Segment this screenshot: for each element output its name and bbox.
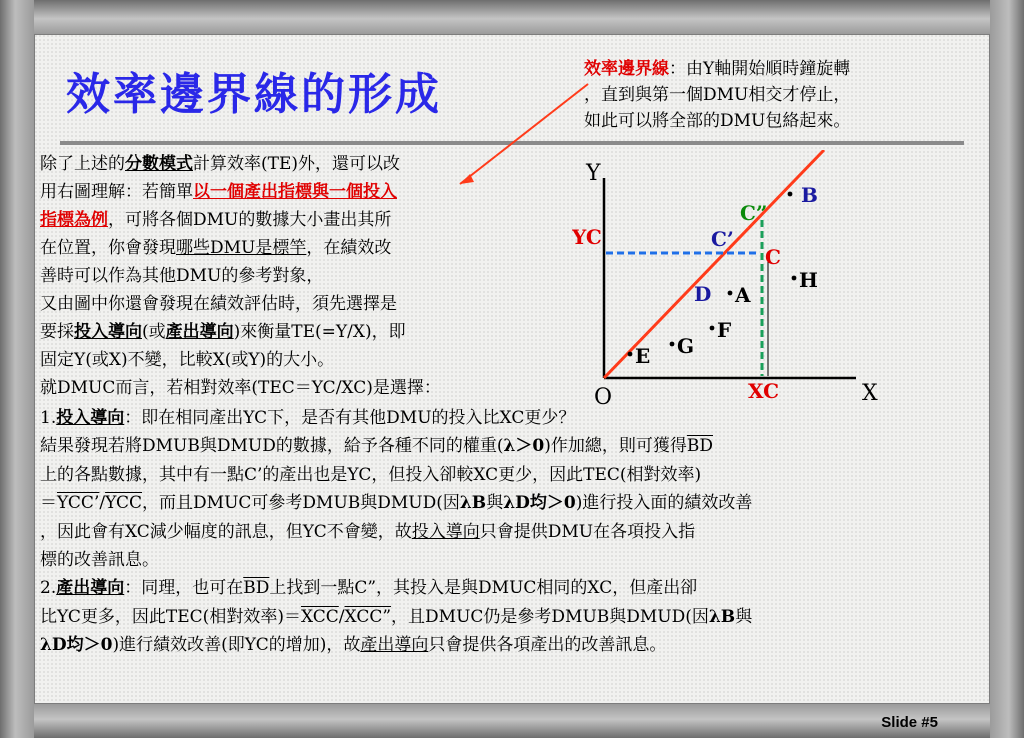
text: 與: [735, 606, 753, 627]
text: 1.: [40, 408, 57, 428]
lambda-b: λB: [708, 606, 736, 627]
text: 計算效率(TE)外，還可以改: [193, 154, 401, 174]
text: 在位置，你會發現: [40, 238, 176, 258]
text: 用右圖理解：若簡單: [40, 182, 193, 202]
text: )來衡量TE(=Y/X)，即: [233, 322, 406, 342]
text: 固定Y(或X)不變，比較X(或Y)的大小。: [40, 350, 335, 370]
yc-label: YC: [572, 225, 602, 249]
text: 除了上述的: [40, 154, 125, 174]
term-output-oriented: 產出導向: [56, 578, 125, 599]
text: 上找到一點C”，其投入是與DMUC相同的XC，但產出卻: [269, 578, 698, 599]
annotation-line1: ：由Y軸開始順時鐘旋轉: [669, 59, 851, 79]
annotation-line2: ，直到與第一個DMU相交才停止，: [584, 85, 851, 105]
text: )進行績效改善(即YC的增加)，: [112, 635, 344, 656]
term-single-io: 以一個產出指標與一個投入: [193, 182, 397, 202]
text: 只會提供DMU在各項投入指: [479, 521, 696, 542]
text: 善時可以作為其他DMU的參考對象，: [40, 266, 324, 286]
point-dot-1: [728, 291, 733, 296]
lambda-b: λB: [459, 493, 487, 514]
annotation-line3: 如此可以將全部的DMU包絡起來。: [584, 111, 851, 131]
text: ，且DMUC仍是參考DMUB與DMUD(因: [391, 606, 709, 627]
y-axis-label: Y: [586, 161, 601, 186]
point-label-6: D: [694, 282, 712, 306]
text: ：即在相同產出YC下，是否有其他DMU的投入比XC更少？: [124, 408, 576, 428]
text: ：同理，也可在: [124, 578, 244, 599]
point-label-4: G: [677, 334, 695, 358]
term-fractional-model: 分數模式: [125, 154, 193, 174]
segment-xcc-dprime: XCC”: [344, 606, 392, 627]
term-input-oriented: 投入導向: [74, 322, 142, 342]
segment-bd: $\overline{BD}$: [243, 578, 270, 599]
segment-xcc: $\overline{XCC}$: [300, 606, 339, 627]
term-output-oriented: 產出導向: [165, 322, 234, 342]
point-dot-2: [792, 276, 797, 281]
explanation-text: [40, 404, 980, 660]
lambda-d: λD: [40, 635, 67, 656]
text: 2.: [40, 578, 57, 599]
text: /: [99, 493, 106, 514]
text: ，因此會有XC減少幅度的訊息，但YC不會變，故: [40, 521, 412, 542]
text: 故: [343, 635, 361, 656]
term-benchmark: 哪些DMU是標竿: [176, 238, 307, 258]
term-example: 指標為例: [40, 210, 108, 230]
text: ＝: [40, 493, 57, 514]
text: 就DMUC而言，若相對效率(TEC＝YC/XC)是選擇：: [40, 378, 441, 398]
point-dot-5: [628, 352, 633, 357]
lambda-condition: 均＞0: [66, 635, 113, 656]
point-label-8: C’: [711, 227, 734, 251]
text: (或: [142, 322, 166, 342]
text: 標的改善訊息。: [40, 550, 159, 571]
term-input-oriented: 投入導向: [411, 521, 480, 542]
points-layer: [628, 183, 818, 368]
point-dot-4: [670, 342, 675, 347]
slide-number: Slide #5: [881, 714, 938, 731]
text: )進行投入面的績效改善: [575, 493, 753, 514]
text: 只會提供各項產出的改善訊息。: [428, 635, 667, 656]
xc-label: XC: [748, 379, 780, 403]
segment-ycc: $\overline{YCC}$: [105, 493, 143, 514]
point-label-3: F: [717, 318, 732, 342]
body-text: [40, 150, 562, 402]
point-dot-3: [710, 326, 715, 331]
slide-title: 效率邊界線的形成: [66, 69, 442, 120]
lambda-d: λD: [503, 493, 530, 514]
point-label-2: H: [799, 268, 818, 292]
lambda-condition: 均＞0: [529, 493, 576, 514]
text: 又由圖中你還會發現在績效評估時，須先選擇是: [40, 294, 397, 314]
text: 結果發現若將DMUB與DMUD的數據，給予各種不同的權重(: [40, 436, 504, 457]
point-label-5: E: [635, 344, 651, 368]
term-input-oriented: 投入導向: [56, 408, 125, 428]
text: ，可將各個DMU的數據大小畫出其所: [108, 210, 392, 230]
point-label-9: C”: [740, 201, 768, 225]
origin-label: O: [594, 385, 613, 410]
text: ，在績效改: [306, 238, 392, 258]
text: )作加總，則可獲得: [544, 436, 687, 457]
term-output-oriented: 產出導向: [360, 635, 429, 656]
text: /: [338, 606, 345, 627]
text: 與: [486, 493, 504, 514]
x-axis-label: X: [862, 381, 878, 406]
point-dot-0: [788, 192, 793, 197]
text: ，而且DMUC可參考DMUB與DMUD(因: [142, 493, 460, 514]
segment-bd: $\overline{BD}$: [686, 436, 713, 457]
point-label-1: A: [735, 283, 751, 307]
segment-ycc-prime: YCC’: [57, 493, 100, 514]
lambda-condition: λ＞0: [503, 436, 545, 457]
text: 上的各點數據，其中有一點C’的產出也是YC，但投入卻較XC更少，因此TEC(相對效率): [40, 464, 702, 485]
point-label-7: C: [765, 245, 781, 269]
frontier-diagram: [572, 150, 902, 410]
text: 要採: [40, 322, 74, 342]
annotation-keyword: 效率邊界線: [584, 59, 669, 79]
point-label-0: B: [801, 183, 818, 207]
text: 比YC更多，因此TEC(相對效率)＝: [40, 606, 301, 627]
